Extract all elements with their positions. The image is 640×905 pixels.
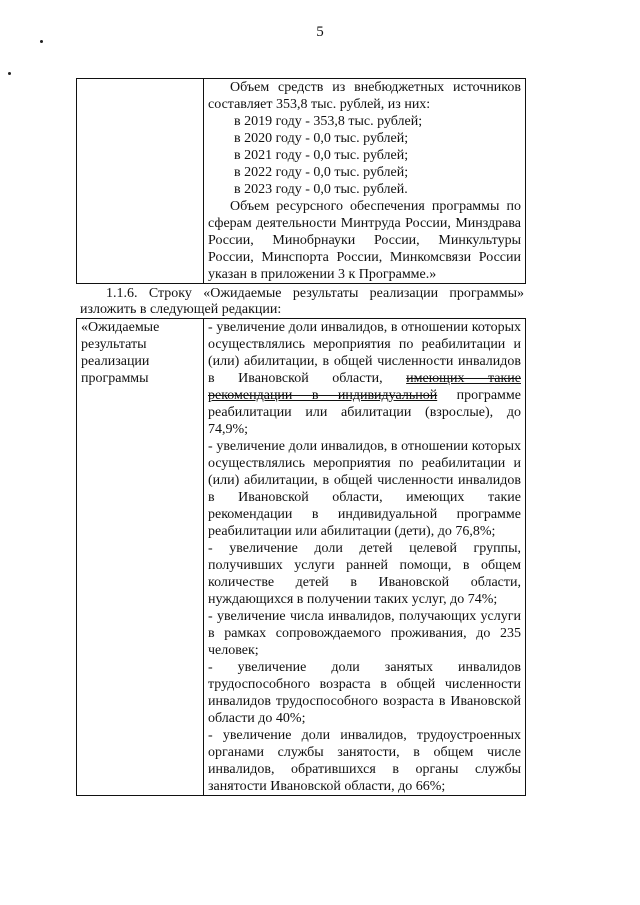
bullet-1-text-end: программе реабилитации или абилитации (взрослые), до 74,9%; xyxy=(208,388,521,437)
funding-year-2022: в 2022 году - 0,0 тыс. рублей; xyxy=(234,165,409,180)
expected-results-table xyxy=(76,318,526,796)
bullet-item xyxy=(208,319,521,438)
bullet-1-text: - увеличение доли инвалидов, в отношении которых осуществлялись мероприятия по реабилитации и (или) абилитации, в общей численности инвалидов в Ивановской области, xyxy=(208,320,521,386)
funding-year-2019: в 2019 году - 353,8 тыс. рублей; xyxy=(234,114,423,129)
funding-table-left-cell xyxy=(77,79,204,284)
scan-speck xyxy=(8,72,11,75)
bullet-item: - увеличение доли занятых инвалидов трудоспособного возраста в общей численности инвалидов трудоспособного возраста в Ивановской области до 40%; xyxy=(208,660,521,726)
bullet-item: - увеличение доли детей целевой группы, получивших услуги ранней помощи, в общем количестве детей в Ивановской области, нуждающихся в получении таких услуг, до 74%; xyxy=(208,541,521,607)
funding-year-2020: в 2020 году - 0,0 тыс. рублей; xyxy=(234,131,409,146)
expected-results-label: «Ожидаемые результаты реализации программы xyxy=(77,319,204,796)
page-number: 5 xyxy=(316,24,324,40)
resource-text: Объем ресурсного обеспечения программы по сферам деятельности Минтруда России, Минздрава России, Минобрнауки России, Минкультуры России, Минспорта России, Минкомсвязи России указан в приложении 3 к Программе.» xyxy=(208,199,521,282)
funding-year-2021: в 2021 году - 0,0 тыс. рублей; xyxy=(234,148,409,163)
bullet-item: - увеличение числа инвалидов, получающих услуги в рамках сопровождаемого проживания, до 235 человек; xyxy=(208,609,521,658)
bullet-item: - увеличение доли инвалидов, в отношении которых осуществлялись мероприятия по реабилитации и (или) абилитации, в общей численности инвалидов в Ивановской области, имеющих такие рекомендации в индивидуальной программе реабилитации или абилитации (дети), до 76,8%; xyxy=(208,439,521,539)
expected-results-content xyxy=(204,319,526,796)
funding-year-2023: в 2023 году - 0,0 тыс. рублей. xyxy=(234,182,408,197)
amendment-paragraph: 1.1.6. Строку «Ожидаемые результаты реализации программы» изложить в следующей редакции: xyxy=(80,286,524,317)
bullet-1-struck-text: имеющих такие рекомендации в индивидуальной xyxy=(208,371,521,403)
bullet-item: - увеличение доли инвалидов, трудоустроенных органами службы занятости, в общем числе инвалидов, обратившихся в органы службы занятости Ивановской области, до 66%; xyxy=(208,728,521,794)
funding-table xyxy=(76,78,526,284)
funding-table-right-cell xyxy=(204,79,526,284)
funding-intro: Объем средств из внебюджетных источников составляет 353,8 тыс. рублей, из них: xyxy=(208,80,521,112)
